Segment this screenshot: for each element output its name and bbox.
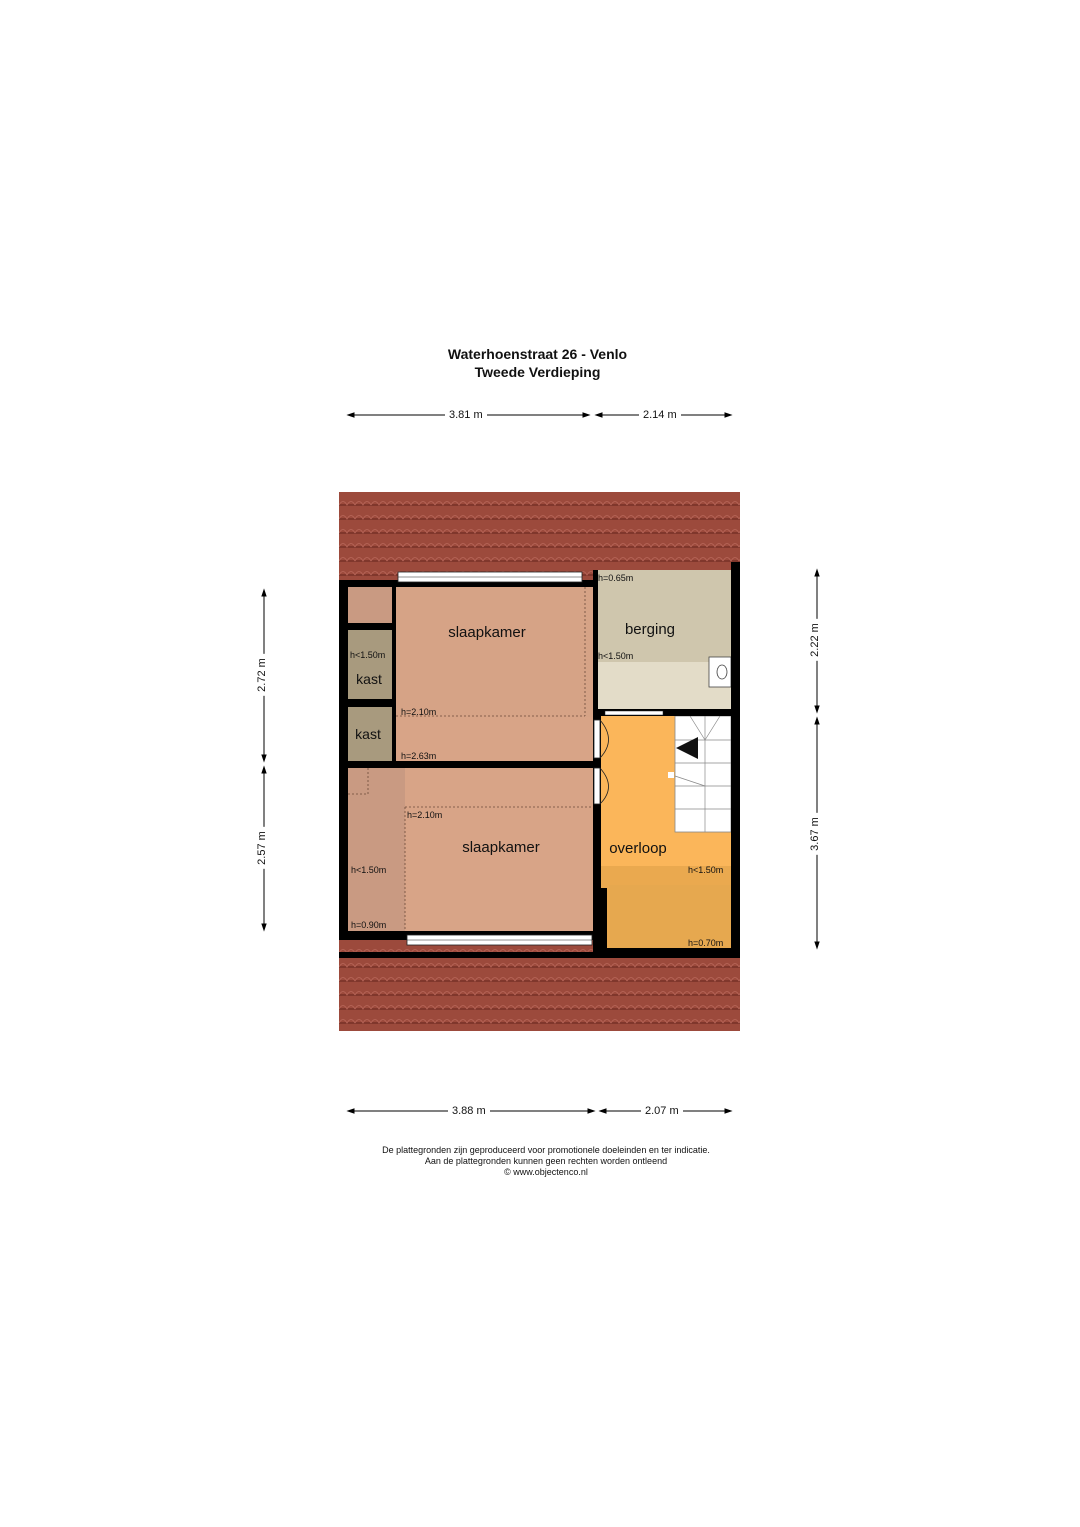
- slaapkamer-bottom-low: [348, 768, 405, 931]
- kast-top-area: [348, 630, 392, 699]
- height-slaap-top-263: h=2.63m: [401, 751, 437, 761]
- wall-kast-interior: [348, 587, 392, 623]
- dim-top-right: 2.14 m: [639, 408, 681, 422]
- wall-kast-right: [392, 587, 396, 761]
- height-overloop-150: h<1.50m: [688, 865, 724, 875]
- dim-top-left: 3.81 m: [445, 408, 487, 422]
- height-slaap-top-210: h=2.10m: [401, 707, 437, 717]
- plan-subtitle: Tweede Verdieping: [474, 364, 601, 380]
- label-overloop: overloop: [609, 840, 667, 857]
- height-overloop-070: h=0.70m: [688, 938, 724, 948]
- height-kast-top: h<1.50m: [350, 650, 386, 660]
- wall-kast-mid: [339, 699, 396, 707]
- dim-left-upper: 2.72 m: [255, 654, 269, 696]
- height-slaap-bottom-090: h=0.90m: [351, 920, 387, 930]
- height-berging-mid: h<1.50m: [598, 651, 634, 661]
- label-kast-top: kast: [356, 671, 382, 687]
- roof-top: [339, 492, 740, 572]
- disclaimer-line-3: © www.objectenco.nl: [504, 1167, 588, 1177]
- slaapkamer-top-upper: [396, 587, 593, 717]
- roof-bottom: [339, 952, 740, 1031]
- wall-horizontal-mid: [339, 761, 601, 768]
- height-slaap-bottom-150: h<1.50m: [351, 865, 387, 875]
- dim-right-upper: 2.22 m: [808, 619, 822, 661]
- wall-stair-right: [731, 562, 740, 958]
- plan-title: Waterhoenstraat 26 - Venlo: [447, 346, 628, 362]
- height-berging-top: h=0.65m: [598, 573, 634, 583]
- dim-bottom-left: 3.88 m: [448, 1104, 490, 1118]
- disclaimer-line-2: Aan de plattegronden kunnen geen rechten worden ontleend: [424, 1156, 668, 1166]
- height-slaap-bottom-210: h=2.10m: [407, 810, 443, 820]
- wall-kast-top: [339, 623, 396, 630]
- disclaimer: [0, 1145, 1080, 1178]
- dim-left-lower: 2.57 m: [255, 827, 269, 869]
- wall-vertical-mid: [593, 570, 598, 958]
- label-kast-bottom: kast: [355, 726, 381, 742]
- dim-bottom-right: 2.07 m: [641, 1104, 683, 1118]
- window-berging: [605, 711, 663, 715]
- wall-landing-inner: [601, 888, 607, 948]
- label-berging: berging: [624, 621, 676, 638]
- stairwell: [675, 716, 731, 832]
- dim-right-lower: 3.67 m: [808, 813, 822, 855]
- label-slaapkamer-bottom: slaapkamer: [462, 839, 540, 856]
- disclaimer-line-1: De plattegronden zijn geproduceerd voor promotionele doeleinden en ter indicatie.: [382, 1145, 710, 1155]
- label-slaapkamer-top: slaapkamer: [448, 624, 526, 641]
